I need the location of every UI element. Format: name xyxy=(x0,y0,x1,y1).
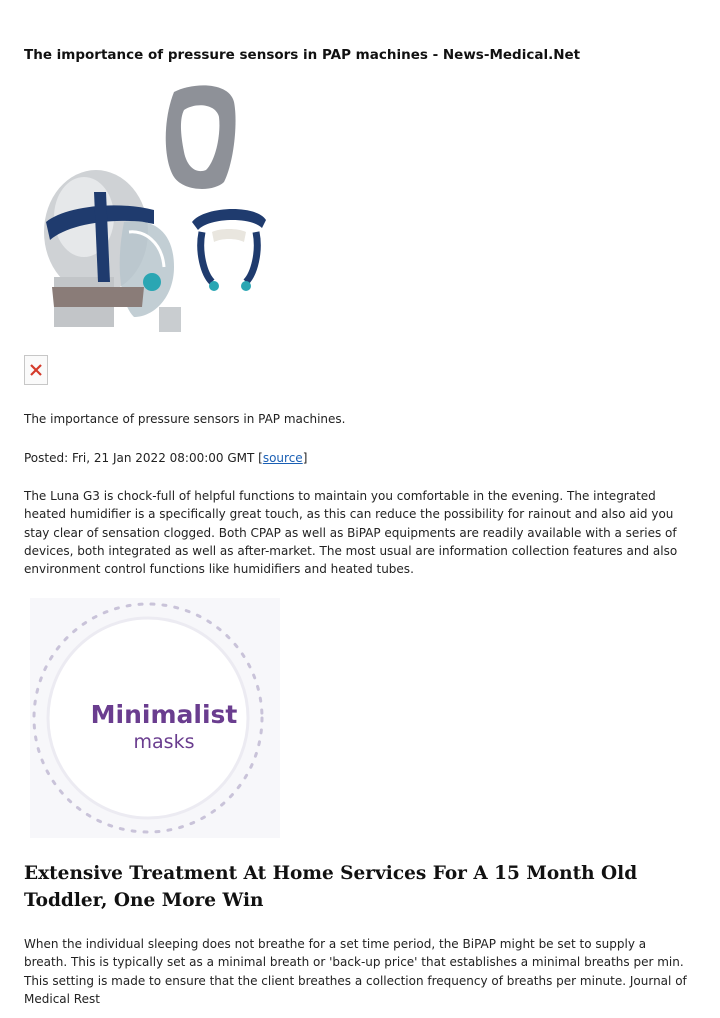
masks-graphic-line1: Minimalist xyxy=(90,700,238,729)
masks-graphic-line2: masks xyxy=(133,731,195,753)
cpap-product-photo xyxy=(24,82,274,337)
broken-image-icon xyxy=(29,363,43,377)
page-title: The importance of pressure sensors in PAP machines - News-Medical.Net xyxy=(24,47,581,63)
broken-image-placeholder xyxy=(24,355,48,385)
posted-date: Posted: Fri, 21 Jan 2022 08:00:00 GMT [ xyxy=(24,451,263,465)
posted-line xyxy=(24,449,692,467)
section-heading: Extensive Treatment At Home Services For A 15 Month Old Toddler, One More Win xyxy=(24,863,638,911)
article-body: The Luna G3 is chock-full of helpful functions to maintain you comfortable in the evening. The integrated heated humidifier is a specifically great touch, as this can reduce the possibility for rainout and also aid you stay clear of sensation clogged. Both CPAP as well as BiPAP equipments are readily available with a series of devices, both integrated as well as after-market. The most usual are information collection features and also environment control functions like humidifiers and heated tubes. xyxy=(24,489,678,577)
article-summary: The importance of pressure sensors in PAP machines. xyxy=(24,412,346,426)
section-paragraph: When the individual sleeping does not breathe for a set time period, the BiPAP might be set to supply a breath. This is typically set as a minimal breath or 'back-up price' that establishes a minimal breaths per min. This setting is made to ensure that the client breathes a collection frequency of breaths per minute. Journal of Medical Rest xyxy=(24,937,687,1006)
source-link[interactable]: source xyxy=(262,451,303,465)
posted-bracket: ] xyxy=(302,451,308,465)
